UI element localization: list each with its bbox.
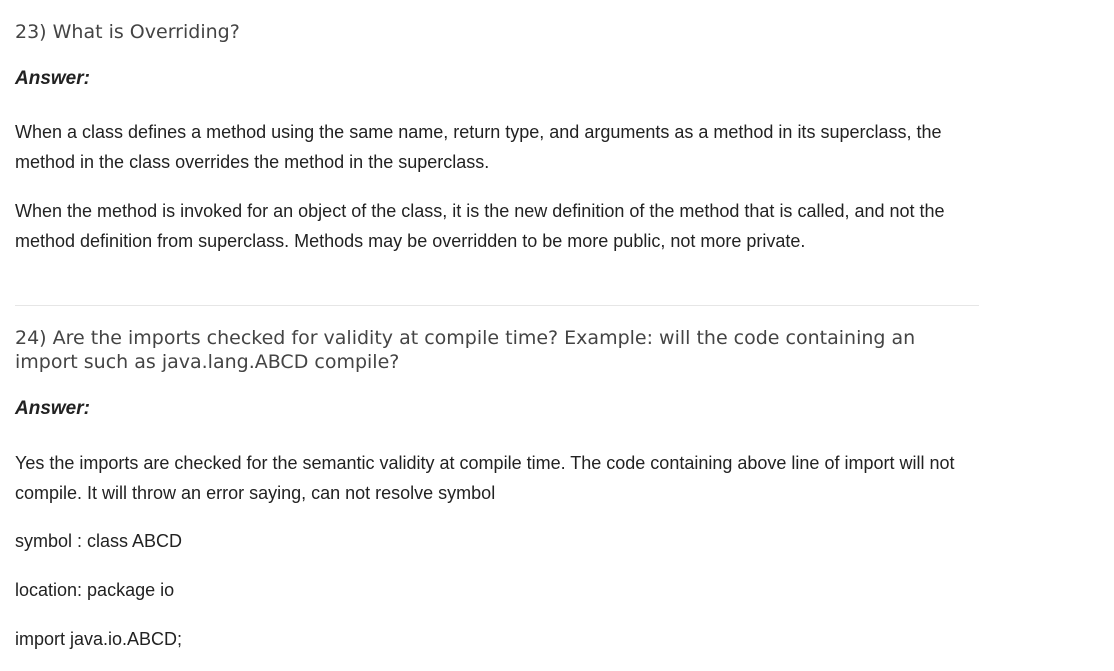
answer-paragraph: Yes the imports are checked for the semantic validity at compile time. The code containing above line of import will not compile. It will throw an error saying, can not resolve symbol: [15, 453, 955, 503]
section-divider: [15, 305, 979, 306]
answer-paragraph: location: package io: [15, 580, 175, 600]
question-heading: 24) Are the imports checked for validity at compile time? Example: will the code containing an import such as java.lang.ABCD compile?: [15, 327, 916, 373]
answer-paragraph: When a class defines a method using the same name, return type, and arguments as a method in its superclass, the method in the class overrides the method in the superclass.: [15, 122, 942, 172]
answer-label: Answer:: [15, 68, 90, 89]
answer-paragraph: When the method is invoked for an object of the class, it is the new definition of the method that is called, and not the method definition from superclass. Methods may be overridden to be more public, not more private.: [15, 201, 945, 251]
answer-label: Answer:: [15, 398, 90, 419]
answer-paragraph: import java.io.ABCD;: [15, 629, 183, 649]
answer-paragraph: symbol : class ABCD: [15, 531, 183, 551]
question-heading: 23) What is Overriding?: [15, 21, 240, 43]
